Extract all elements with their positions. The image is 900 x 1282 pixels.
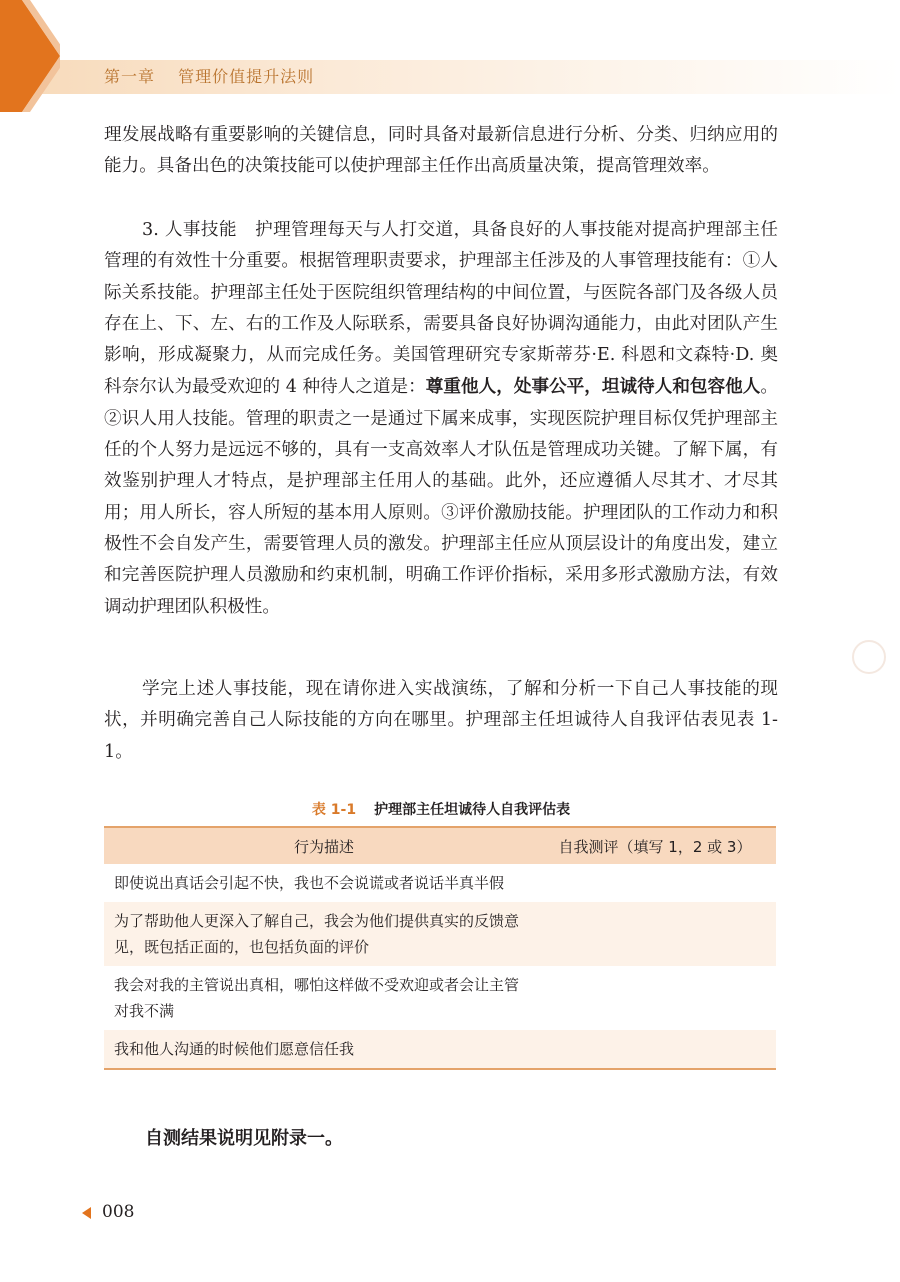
behavior-cell: 我会对我的主管说出真相，哪怕这样做不受欢迎或者会让主管对我不满 xyxy=(114,976,520,1020)
self-assessment-table xyxy=(104,826,776,1070)
behavior-cell: 我和他人沟通的时候他们愿意信任我 xyxy=(114,1040,355,1058)
column-header-behavior: 行为描述 xyxy=(293,837,354,856)
behavior-cell: 为了帮助他人更深入了解自己，我会为他们提供真实的反馈意见，既包括正面的，也包括负面的评价 xyxy=(114,912,520,956)
chapter-header xyxy=(104,64,314,87)
watermark-seal-icon xyxy=(852,640,886,674)
chapter-number: 第一章 xyxy=(104,67,156,86)
table-row xyxy=(104,864,776,902)
page-arrow-icon xyxy=(82,1207,91,1219)
table-row xyxy=(104,902,776,966)
page-corner-arrow-icon xyxy=(0,0,60,112)
score-cell[interactable] xyxy=(536,966,776,1030)
chapter-title: 管理价值提升法则 xyxy=(178,67,315,86)
personnel-skills-bold-text: 尊重他人，处事公平，坦诚待人和包容他人 xyxy=(425,376,761,398)
column-header-score: 自我测评（填写 1，2 或 3） xyxy=(558,837,752,856)
personnel-skills-text: 3. 人事技能 护理管理每天与人打交道，具备良好的人事技能对提高护理部主任管理的有效性十分重要。根据管理职责要求，护理部主任涉及的人事管理技能有：①人际关系技能。护理部主任处于医院组织管理结构的中间位置，与医院各部门及各级人员存在上、下、左、右的工作及人际联系，需要具备良好协调沟通能力，由此对团队产生影响，形成凝聚力，从而完成任务。美国管理研究专家斯蒂芬·E. 科恩和文森特·D. 奥科奈尔认为最受欢迎的 4 种待人之道是： xyxy=(104,220,778,398)
page-number: 008 xyxy=(102,1202,135,1222)
table-title: 护理部主任坦诚待人自我评估表 xyxy=(374,802,571,818)
table-caption xyxy=(104,799,778,819)
paragraph-decision-skills: 理发展战略有重要影响的关键信息，同时具备对最新信息进行分析、分类、归纳应用的能力。具备出色的决策技能可以使护理部主任作出高质量决策，提高管理效率。 xyxy=(104,125,778,177)
table-header-row xyxy=(104,828,776,864)
paragraph-personnel-skills xyxy=(104,215,778,623)
appendix-note: 自测结果说明见附录一。 xyxy=(145,1128,343,1149)
score-cell[interactable] xyxy=(536,864,776,902)
table-row xyxy=(104,1030,776,1068)
behavior-cell: 即使说出真话会引起不快，我也不会说谎或者说话半真半假 xyxy=(114,874,505,892)
personnel-skills-text-continued: 。②识人用人技能。管理的职责之一是通过下属来成事，实现医院护理目标仅凭护理部主任的个人努力是远远不够的，具有一支高效率人才队伍是管理成功关键。了解下属，有效鉴别护理人才特点，是护理部主任用人的基础。此外，还应遵循人尽其才、才尽其用；用人所长，容人所短的基本用人原则。③评价激励技能。护理团队的工作动力和积极性不会自发产生，需要管理人员的激发。护理部主任应从顶层设计的角度出发，建立和完善医院护理人员激励和约束机制，明确工作评价指标，采用多形式激励方法，有效调动护理团队积极性。 xyxy=(104,377,778,617)
score-cell[interactable] xyxy=(536,902,776,966)
paragraph-practice-intro: 学完上述人事技能，现在请你进入实战演练，了解和分析一下自己人事技能的现状，并明确完善自己人际技能的方向在哪里。护理部主任坦诚待人自我评估表见表 1-1。 xyxy=(104,679,778,762)
table-row xyxy=(104,966,776,1030)
score-cell[interactable] xyxy=(536,1030,776,1068)
table-number: 表 1-1 xyxy=(311,802,357,818)
